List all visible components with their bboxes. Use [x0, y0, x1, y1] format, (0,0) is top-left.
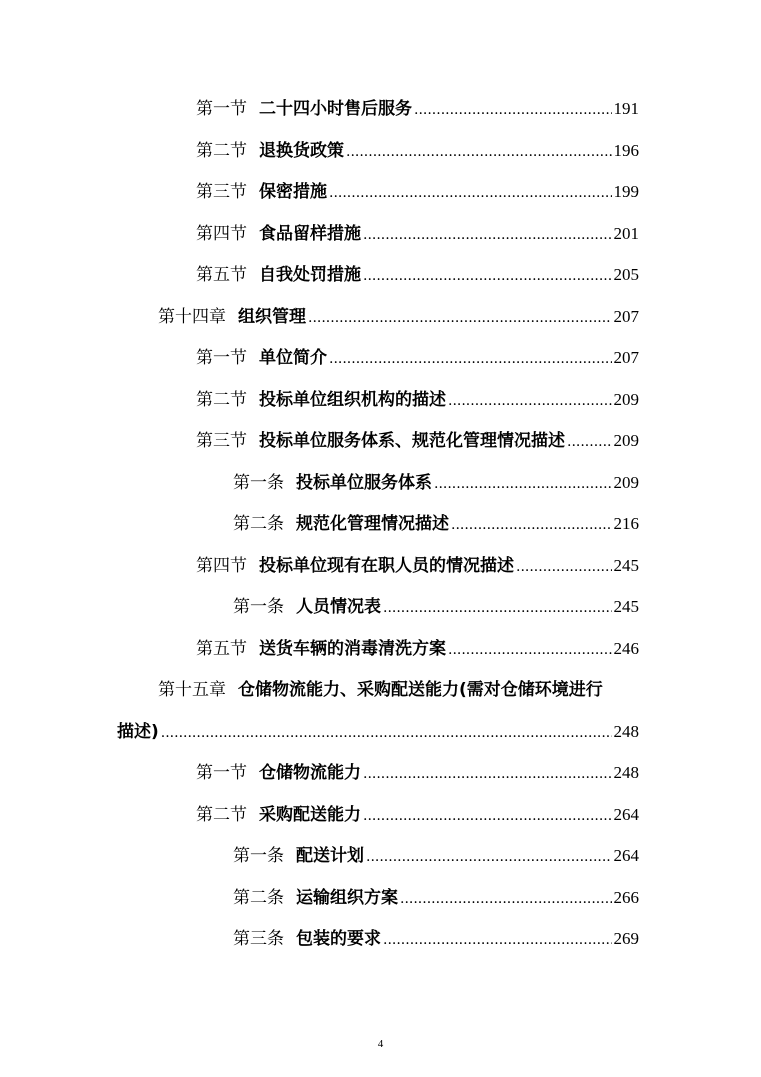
dot-leader [329, 179, 612, 205]
toc-entry-title: 投标单位现有在职人员的情况描述 [259, 556, 514, 576]
toc-entry-page: 248 [613, 763, 639, 782]
toc-entry[interactable] [233, 843, 639, 869]
toc-entry-page: 216 [613, 514, 639, 533]
toc-entry[interactable] [233, 594, 639, 620]
toc-entry-page: 196 [613, 141, 639, 160]
toc-entry[interactable] [196, 760, 639, 786]
toc-entry-title: 仓储物流能力 [259, 763, 361, 783]
dot-leader [400, 885, 612, 911]
toc-entry-title: 采购配送能力 [259, 805, 361, 825]
toc-entry[interactable] [196, 138, 639, 164]
toc-entry-title: 单位简介 [259, 348, 327, 368]
toc-entry[interactable] [233, 885, 639, 911]
toc-entry[interactable] [233, 470, 639, 496]
toc-entry-page: 266 [613, 888, 639, 907]
toc-entry-number: 第二节 [196, 390, 247, 410]
toc-entry-title: 人员情况表 [296, 597, 381, 617]
toc-entry-title-line2: 描述) [117, 722, 159, 742]
toc-entry-number: 第一节 [196, 99, 247, 119]
dot-leader [363, 221, 612, 247]
toc-entry-number: 第一条 [233, 597, 284, 617]
toc-entry-title: 投标单位服务体系、规范化管理情况描述 [259, 431, 565, 451]
toc-entry-number: 第二节 [196, 141, 247, 161]
toc-entry[interactable] [196, 262, 639, 288]
toc-entry-page: 191 [613, 99, 639, 118]
dot-leader [329, 345, 612, 371]
dot-leader [516, 553, 612, 579]
dot-leader [448, 387, 612, 413]
toc-entry-page: 209 [613, 431, 639, 450]
dot-leader [363, 802, 612, 828]
dot-leader [363, 760, 612, 786]
dot-leader [414, 96, 612, 122]
toc-entry-title: 配送计划 [296, 846, 364, 866]
page-number: 4 [377, 1038, 384, 1050]
toc-entry-title: 投标单位组织机构的描述 [259, 390, 446, 410]
toc-entry[interactable] [158, 304, 639, 330]
toc-entry[interactable] [196, 96, 639, 122]
dot-leader [434, 470, 612, 496]
toc-entry[interactable] [196, 636, 639, 662]
toc-entry-page: 209 [613, 473, 639, 492]
toc-entry-page: 245 [613, 597, 639, 616]
toc-entry-number: 第二条 [233, 888, 284, 908]
toc-entry-page: 264 [613, 846, 639, 865]
toc-entry-page: 209 [613, 390, 639, 409]
toc-entry-continuation[interactable] [117, 719, 639, 745]
toc-entry[interactable] [196, 802, 639, 828]
dot-leader [448, 636, 612, 662]
toc-entry-title: 二十四小时售后服务 [259, 99, 412, 119]
dot-leader [451, 511, 612, 537]
dot-leader [567, 428, 612, 454]
toc-entry-number: 第五节 [196, 639, 247, 659]
toc-entry[interactable] [196, 553, 639, 579]
toc-entry-number: 第三节 [196, 431, 247, 451]
toc-entry-page: 207 [613, 307, 639, 326]
toc-entry-number: 第三条 [233, 929, 284, 949]
toc-entry-page: 245 [613, 556, 639, 575]
toc-entry-number: 第一条 [233, 473, 284, 493]
toc-entry[interactable] [196, 221, 639, 247]
toc-entry-title-line1: 仓储物流能力、采购配送能力(需对仓储环境进行 [238, 680, 603, 700]
toc-entry-number: 第一节 [196, 348, 247, 368]
toc-entry[interactable] [233, 926, 639, 952]
dot-leader [366, 843, 612, 869]
toc-entry-page: 248 [613, 722, 639, 741]
toc-entry-title: 食品留样措施 [259, 224, 361, 244]
toc-entry-title: 自我处罚措施 [259, 265, 361, 285]
toc-entry-title: 运输组织方案 [296, 888, 398, 908]
dot-leader [383, 594, 612, 620]
toc-entry-number: 第三节 [196, 182, 247, 202]
dot-leader [383, 926, 612, 952]
toc-entry-title: 退换货政策 [259, 141, 344, 161]
toc-entry-title: 包装的要求 [296, 929, 381, 949]
toc-entry-page: 264 [613, 805, 639, 824]
toc-entry-number: 第一节 [196, 763, 247, 783]
toc-entry[interactable] [196, 428, 639, 454]
toc-entry-number: 第十五章 [158, 680, 226, 700]
toc-entry[interactable] [233, 511, 639, 537]
toc-entry-page: 269 [613, 929, 639, 948]
toc-entry-title: 送货车辆的消毒清洗方案 [259, 639, 446, 659]
toc-entry-number: 第一条 [233, 846, 284, 866]
toc-entry-page: 205 [613, 265, 639, 284]
toc-entry[interactable] [196, 179, 639, 205]
toc-entry[interactable] [196, 345, 639, 371]
toc-entry-title: 规范化管理情况描述 [296, 514, 449, 534]
toc-entry-title: 投标单位服务体系 [296, 473, 432, 493]
dot-leader [161, 719, 612, 745]
toc-entry-number: 第五节 [196, 265, 247, 285]
toc-entry-title: 保密措施 [259, 182, 327, 202]
toc-entry-page: 207 [613, 348, 639, 367]
dot-leader [346, 138, 612, 164]
toc-entry[interactable] [196, 387, 639, 413]
toc-entry-page: 246 [613, 639, 639, 658]
toc-entry-number: 第四节 [196, 224, 247, 244]
toc-entry-number: 第四节 [196, 556, 247, 576]
toc-entry-number: 第十四章 [158, 307, 226, 327]
toc-entry-chapter-15[interactable] [158, 677, 639, 703]
toc-entry-number: 第二条 [233, 514, 284, 534]
toc-entry-number: 第二节 [196, 805, 247, 825]
dot-leader [363, 262, 612, 288]
toc-entry-page: 199 [613, 182, 639, 201]
toc-entry-page: 201 [613, 224, 639, 243]
toc-entry-title: 组织管理 [238, 307, 306, 327]
dot-leader [308, 304, 612, 330]
